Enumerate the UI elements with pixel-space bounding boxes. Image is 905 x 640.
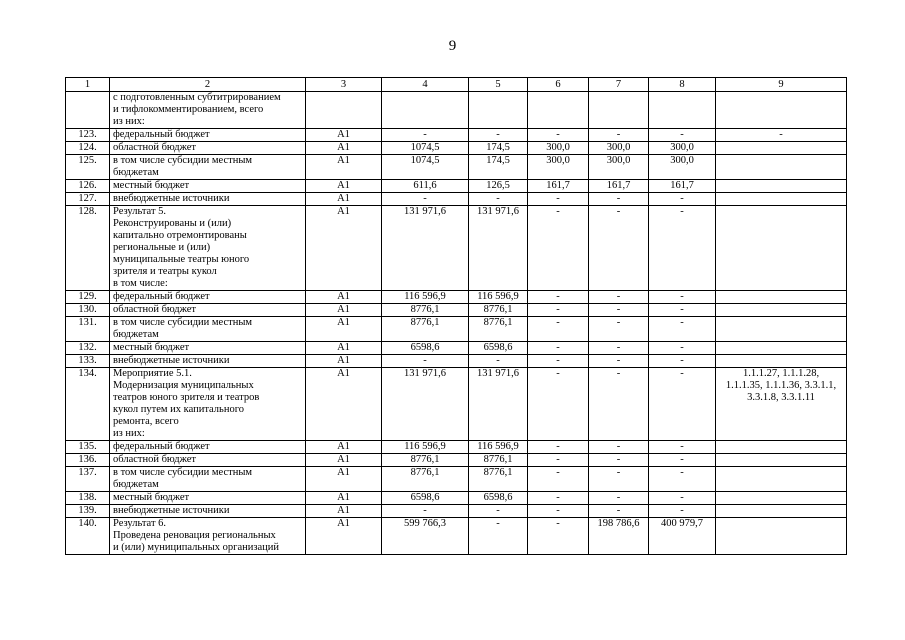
header-cell: 9	[716, 78, 847, 92]
row-number-cell: 123.	[66, 129, 110, 142]
table-row	[66, 206, 847, 291]
year-cell: -	[589, 342, 649, 355]
year-cell: -	[649, 454, 716, 467]
year-cell: -	[528, 291, 589, 304]
row-number-cell: 135.	[66, 441, 110, 454]
year-cell: 116 596,9	[469, 291, 528, 304]
reference-cell	[716, 441, 847, 454]
description-cell: областной бюджет	[110, 304, 306, 317]
table-row	[66, 193, 847, 206]
table-row	[66, 129, 847, 142]
code-cell: А1	[306, 193, 382, 206]
reference-cell	[716, 454, 847, 467]
description-cell: местный бюджет	[110, 180, 306, 193]
table-row	[66, 492, 847, 505]
year-cell: -	[528, 368, 589, 441]
year-cell: 174,5	[469, 142, 528, 155]
year-cell: 161,7	[528, 180, 589, 193]
year-cell: -	[528, 355, 589, 368]
reference-cell	[716, 492, 847, 505]
year-cell: 131 971,6	[469, 368, 528, 441]
code-cell: А1	[306, 142, 382, 155]
year-cell: 198 786,6	[589, 518, 649, 555]
budget-table	[65, 77, 847, 555]
row-number-cell: 130.	[66, 304, 110, 317]
year-cell: 6598,6	[469, 492, 528, 505]
code-cell: А1	[306, 454, 382, 467]
year-cell: 400 979,7	[649, 518, 716, 555]
year-cell: 116 596,9	[469, 441, 528, 454]
row-number-cell: 129.	[66, 291, 110, 304]
year-cell: -	[469, 355, 528, 368]
year-cell: 161,7	[649, 180, 716, 193]
year-cell: -	[649, 317, 716, 342]
reference-cell	[716, 180, 847, 193]
description-cell: местный бюджет	[110, 492, 306, 505]
year-cell: -	[589, 454, 649, 467]
year-cell: -	[589, 193, 649, 206]
total-cell: 131 971,6	[382, 368, 469, 441]
code-cell: А1	[306, 291, 382, 304]
year-cell	[649, 92, 716, 129]
year-cell: -	[528, 206, 589, 291]
year-cell: -	[649, 291, 716, 304]
total-cell: 8776,1	[382, 304, 469, 317]
code-cell: А1	[306, 129, 382, 142]
year-cell: 131 971,6	[469, 206, 528, 291]
year-cell: 161,7	[589, 180, 649, 193]
reference-cell	[716, 291, 847, 304]
year-cell: 300,0	[528, 142, 589, 155]
year-cell: 8776,1	[469, 467, 528, 492]
year-cell: -	[589, 368, 649, 441]
description-cell: Результат 5. Реконструированы и (или) капитально отремонтированы региональные и (или) муниципальные театры юного зрителя и театры кукол в том числе:	[110, 206, 306, 291]
total-cell: 116 596,9	[382, 441, 469, 454]
description-cell: с подготовленным субтитрированием и тифлокомментированием, всего из них:	[110, 92, 306, 129]
reference-cell	[716, 92, 847, 129]
year-cell: -	[649, 467, 716, 492]
table-row	[66, 317, 847, 342]
year-cell: -	[528, 342, 589, 355]
table-row	[66, 441, 847, 454]
year-cell: -	[528, 317, 589, 342]
year-cell: -	[528, 505, 589, 518]
table-row	[66, 142, 847, 155]
table-row	[66, 304, 847, 317]
year-cell: -	[649, 206, 716, 291]
total-cell: -	[382, 129, 469, 142]
year-cell: -	[589, 304, 649, 317]
row-number-cell: 136.	[66, 454, 110, 467]
code-cell: А1	[306, 518, 382, 555]
table-row	[66, 155, 847, 180]
total-cell: 611,6	[382, 180, 469, 193]
total-cell: 8776,1	[382, 454, 469, 467]
table-row	[66, 180, 847, 193]
table-row	[66, 355, 847, 368]
year-cell: 6598,6	[469, 342, 528, 355]
description-cell: областной бюджет	[110, 142, 306, 155]
year-cell: -	[528, 441, 589, 454]
description-cell: в том числе субсидии местным бюджетам	[110, 467, 306, 492]
code-cell: А1	[306, 317, 382, 342]
year-cell: 300,0	[589, 155, 649, 180]
code-cell	[306, 92, 382, 129]
reference-cell	[716, 518, 847, 555]
header-cell: 1	[66, 78, 110, 92]
row-number-cell: 139.	[66, 505, 110, 518]
header-cell: 7	[589, 78, 649, 92]
description-cell: в том числе субсидии местным бюджетам	[110, 317, 306, 342]
description-cell: федеральный бюджет	[110, 129, 306, 142]
year-cell: 174,5	[469, 155, 528, 180]
total-cell: -	[382, 193, 469, 206]
description-cell: федеральный бюджет	[110, 441, 306, 454]
total-cell: 6598,6	[382, 492, 469, 505]
total-cell: 1074,5	[382, 142, 469, 155]
year-cell: 300,0	[528, 155, 589, 180]
row-number-cell: 126.	[66, 180, 110, 193]
year-cell: -	[469, 193, 528, 206]
total-cell: -	[382, 355, 469, 368]
year-cell: 8776,1	[469, 317, 528, 342]
code-cell: А1	[306, 368, 382, 441]
year-cell: -	[649, 505, 716, 518]
year-cell: -	[589, 317, 649, 342]
code-cell: А1	[306, 355, 382, 368]
row-number-cell: 140.	[66, 518, 110, 555]
code-cell: А1	[306, 467, 382, 492]
reference-cell	[716, 155, 847, 180]
year-cell: -	[649, 368, 716, 441]
reference-cell	[716, 342, 847, 355]
year-cell: -	[649, 304, 716, 317]
row-number-cell: 128.	[66, 206, 110, 291]
year-cell: 126,5	[469, 180, 528, 193]
year-cell: -	[589, 291, 649, 304]
reference-cell	[716, 317, 847, 342]
header-cell: 6	[528, 78, 589, 92]
code-cell: А1	[306, 441, 382, 454]
year-cell: -	[589, 505, 649, 518]
reference-cell: 1.1.1.27, 1.1.1.28, 1.1.1.35, 1.1.1.36, 3.3.1.1, 3.3.1.8, 3.3.1.11	[716, 368, 847, 441]
year-cell: 8776,1	[469, 454, 528, 467]
year-cell: -	[528, 304, 589, 317]
description-cell: федеральный бюджет	[110, 291, 306, 304]
table-row	[66, 368, 847, 441]
total-cell: 8776,1	[382, 317, 469, 342]
year-cell: -	[528, 129, 589, 142]
table-row	[66, 342, 847, 355]
reference-cell	[716, 206, 847, 291]
description-cell: Мероприятие 5.1. Модернизация муниципальных театров юного зрителя и театров кукол путем их капитального ремонта, всего из них:	[110, 368, 306, 441]
row-number-cell: 131.	[66, 317, 110, 342]
code-cell: А1	[306, 155, 382, 180]
page-number: 9	[448, 38, 457, 54]
table-row	[66, 518, 847, 555]
table-row	[66, 92, 847, 129]
reference-cell	[716, 467, 847, 492]
code-cell: А1	[306, 342, 382, 355]
description-cell: внебюджетные источники	[110, 505, 306, 518]
code-cell: А1	[306, 206, 382, 291]
table-header-row	[66, 78, 847, 92]
row-number-cell	[66, 92, 110, 129]
year-cell	[469, 92, 528, 129]
year-cell: -	[649, 355, 716, 368]
year-cell: -	[589, 467, 649, 492]
year-cell: -	[589, 355, 649, 368]
total-cell: 116 596,9	[382, 291, 469, 304]
year-cell: 300,0	[649, 142, 716, 155]
code-cell: А1	[306, 505, 382, 518]
row-number-cell: 127.	[66, 193, 110, 206]
table-row	[66, 467, 847, 492]
total-cell	[382, 92, 469, 129]
description-cell: местный бюджет	[110, 342, 306, 355]
row-number-cell: 137.	[66, 467, 110, 492]
year-cell: -	[649, 193, 716, 206]
row-number-cell: 124.	[66, 142, 110, 155]
year-cell: -	[528, 467, 589, 492]
description-cell: Результат 6. Проведена реновация региональных и (или) муниципальных организаций	[110, 518, 306, 555]
reference-cell	[716, 142, 847, 155]
year-cell: 300,0	[589, 142, 649, 155]
year-cell: -	[469, 518, 528, 555]
total-cell: 8776,1	[382, 467, 469, 492]
table-row	[66, 454, 847, 467]
reference-cell: -	[716, 129, 847, 142]
year-cell: 300,0	[649, 155, 716, 180]
description-cell: областной бюджет	[110, 454, 306, 467]
table-row	[66, 291, 847, 304]
year-cell: -	[528, 492, 589, 505]
total-cell: 6598,6	[382, 342, 469, 355]
code-cell: А1	[306, 492, 382, 505]
total-cell: 131 971,6	[382, 206, 469, 291]
year-cell: -	[589, 206, 649, 291]
total-cell: 599 766,3	[382, 518, 469, 555]
year-cell: 8776,1	[469, 304, 528, 317]
reference-cell	[716, 355, 847, 368]
year-cell: -	[649, 129, 716, 142]
year-cell: -	[528, 193, 589, 206]
row-number-cell: 134.	[66, 368, 110, 441]
row-number-cell: 132.	[66, 342, 110, 355]
header-cell: 3	[306, 78, 382, 92]
total-cell: -	[382, 505, 469, 518]
year-cell: -	[589, 441, 649, 454]
reference-cell	[716, 193, 847, 206]
year-cell: -	[649, 342, 716, 355]
code-cell: А1	[306, 180, 382, 193]
row-number-cell: 133.	[66, 355, 110, 368]
year-cell: -	[649, 492, 716, 505]
table-row	[66, 505, 847, 518]
year-cell: -	[528, 454, 589, 467]
year-cell: -	[469, 129, 528, 142]
header-cell: 8	[649, 78, 716, 92]
reference-cell	[716, 304, 847, 317]
description-cell: внебюджетные источники	[110, 355, 306, 368]
header-cell: 5	[469, 78, 528, 92]
header-cell: 2	[110, 78, 306, 92]
year-cell: -	[528, 518, 589, 555]
code-cell: А1	[306, 304, 382, 317]
year-cell: -	[589, 492, 649, 505]
row-number-cell: 125.	[66, 155, 110, 180]
year-cell	[528, 92, 589, 129]
year-cell	[589, 92, 649, 129]
row-number-cell: 138.	[66, 492, 110, 505]
header-cell: 4	[382, 78, 469, 92]
reference-cell	[716, 505, 847, 518]
description-cell: внебюджетные источники	[110, 193, 306, 206]
year-cell: -	[469, 505, 528, 518]
year-cell: -	[589, 129, 649, 142]
description-cell: в том числе субсидии местным бюджетам	[110, 155, 306, 180]
total-cell: 1074,5	[382, 155, 469, 180]
year-cell: -	[649, 441, 716, 454]
